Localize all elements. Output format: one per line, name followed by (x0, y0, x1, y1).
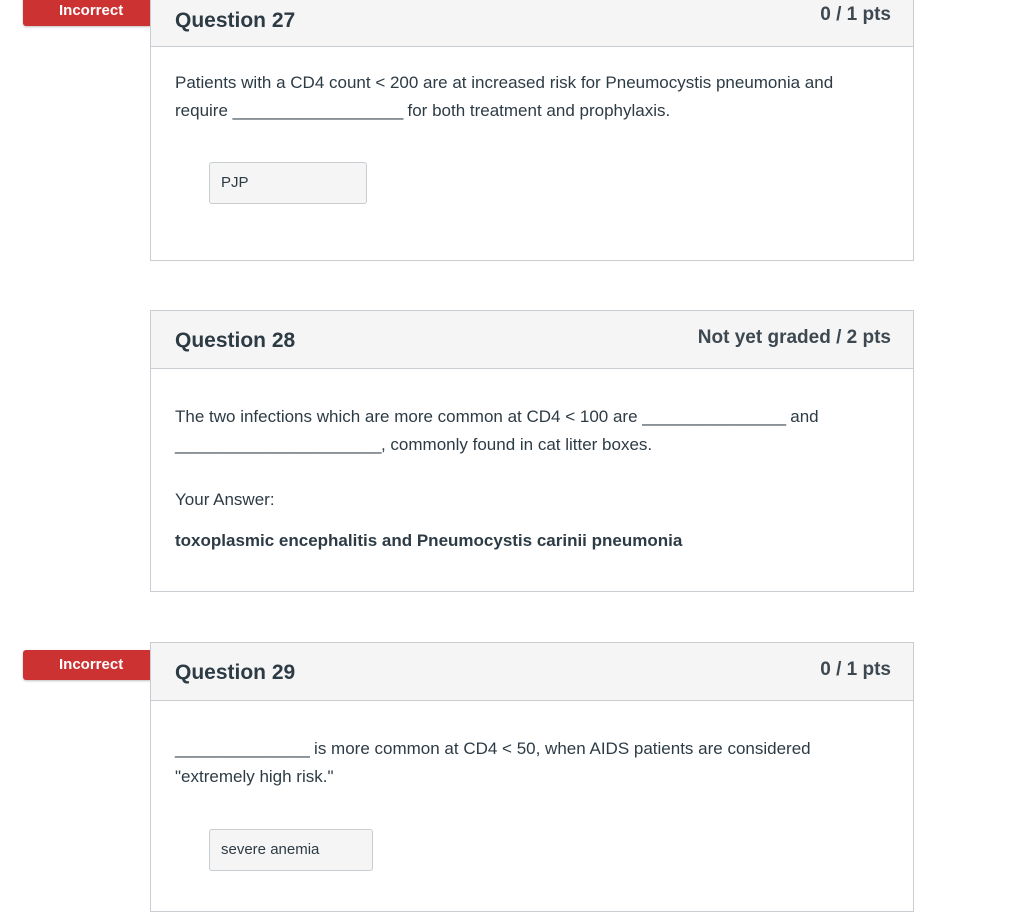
question-header (151, 643, 913, 701)
question-text (175, 69, 889, 125)
question-body (151, 701, 913, 871)
answer-input[interactable]: PJP (209, 162, 367, 204)
question-text-part2: and (785, 407, 819, 426)
question-29 (150, 642, 914, 912)
answer-blank-1: ________________ (642, 407, 786, 426)
incorrect-flag-q27: Incorrect (23, 0, 155, 26)
question-points: 0 / 1 pts (820, 659, 891, 680)
your-answer-label: Your Answer: (175, 490, 275, 509)
question-27 (150, 0, 914, 261)
question-text-part1: The two infections which are more common at CD4 < 100 are (175, 407, 643, 426)
question-28 (150, 310, 914, 592)
question-points: 0 / 1 pts (820, 4, 891, 25)
question-text-before: Patients with a CD4 count < 200 are at increased risk for Pneumocystis pneumonia and require (175, 73, 834, 120)
question-text-part3: , commonly found in cat litter boxes. (380, 435, 653, 454)
question-title: Question 29 (175, 661, 296, 684)
incorrect-flag-q29: Incorrect (23, 650, 155, 680)
answer-input[interactable]: severe anemia (209, 829, 373, 871)
answer-blank-2: _______________________ (175, 435, 381, 454)
question-title: Question 27 (175, 9, 296, 32)
question-header (151, 311, 913, 369)
answer-blank: ___________________ (232, 101, 403, 120)
question-text-after: for both treatment and prophylaxis. (402, 101, 671, 120)
question-text (175, 403, 889, 459)
question-text-after: is more common at CD4 < 50, when AIDS patients are considered "extremely high risk." (175, 739, 811, 786)
answer-blank: _______________ (175, 739, 310, 758)
question-header (151, 0, 913, 47)
question-title: Question 28 (175, 329, 296, 352)
question-body (151, 47, 913, 204)
question-text (175, 735, 889, 791)
question-body (151, 369, 913, 555)
question-points: Not yet graded / 2 pts (697, 327, 891, 348)
your-answer-value: toxoplasmic encephalitis and Pneumocystis carinii pneumonia (175, 531, 683, 550)
